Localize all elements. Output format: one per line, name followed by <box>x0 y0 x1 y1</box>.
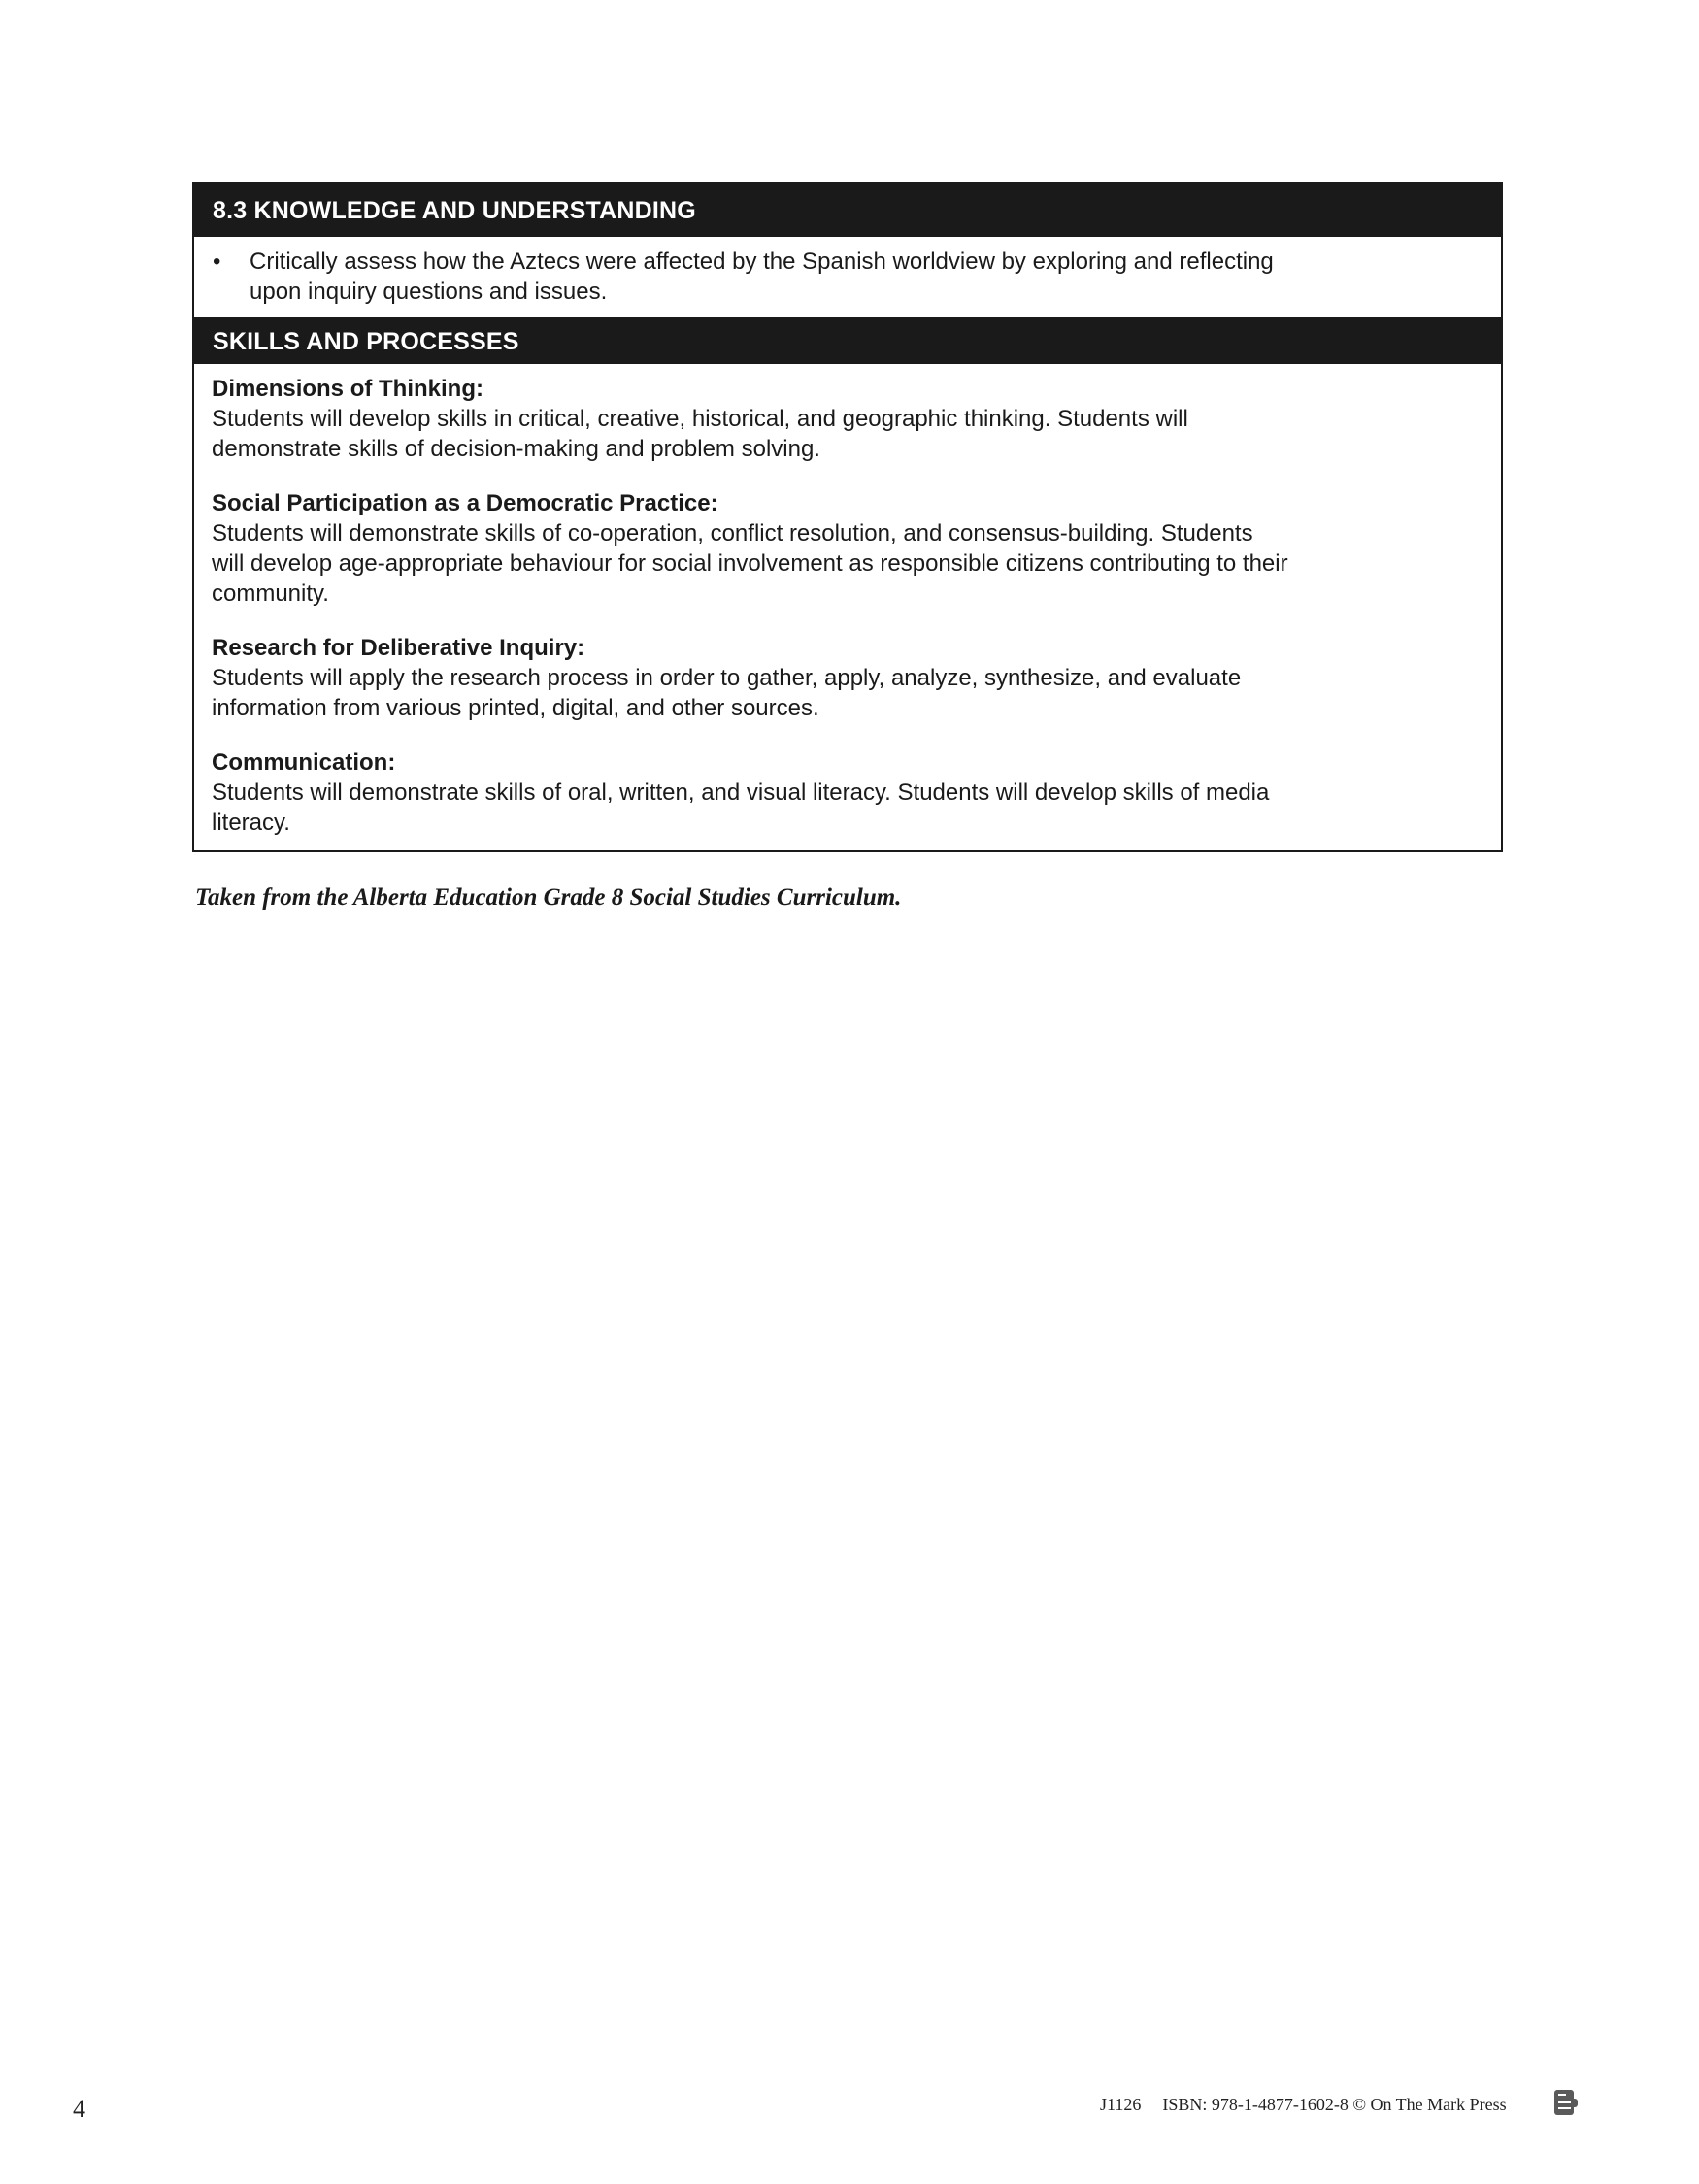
skills-header: SKILLS AND PROCESSES <box>194 317 1501 364</box>
curriculum-table <box>192 182 1503 852</box>
section-line: Students will demonstrate skills of oral, written, and visual literacy. Students will develop skills of media <box>212 779 1270 806</box>
section-line: Students will demonstrate skills of co-operation, conflict resolution, and consensus-building. Students <box>212 520 1253 546</box>
bullet-icon: • <box>213 248 221 275</box>
section-research <box>212 633 1501 723</box>
section-social-participation <box>212 488 1501 609</box>
product-code: J1126 <box>1100 2095 1142 2114</box>
section-line: information from various printed, digital, and other sources. <box>212 695 819 721</box>
publisher-logo-icon <box>1553 2089 1579 2116</box>
knowledge-header: 8.3 KNOWLEDGE AND UNDERSTANDING <box>194 183 1501 237</box>
page-number: 4 <box>73 2095 85 2123</box>
bullet-line: Critically assess how the Aztecs were affected by the Spanish worldview by exploring and reflecting <box>250 248 1274 275</box>
section-title: Dimensions of Thinking: <box>212 376 483 402</box>
section-line: will develop age-appropriate behaviour for social involvement as responsible citizens contributing to their <box>212 550 1288 577</box>
isbn-copyright: ISBN: 978-1-4877-1602-8 © On The Mark Press <box>1162 2095 1507 2114</box>
footer-credits <box>1100 2095 1507 2115</box>
section-line: literacy. <box>212 810 290 836</box>
section-line: community. <box>212 580 329 607</box>
knowledge-bullet-item <box>194 237 1501 317</box>
source-caption: Taken from the Alberta Education Grade 8 Social Studies Curriculum. <box>195 884 902 910</box>
section-dimensions-of-thinking <box>212 374 1501 464</box>
section-communication <box>212 747 1501 838</box>
bullet-text <box>250 247 1274 307</box>
section-line: Students will apply the research process in order to gather, apply, analyze, synthesize, and evaluate <box>212 665 1242 691</box>
section-line: Students will develop skills in critical, creative, historical, and geographic thinking. Students will <box>212 406 1188 432</box>
bullet-line: upon inquiry questions and issues. <box>250 279 608 305</box>
skills-body <box>194 364 1501 850</box>
section-title: Social Participation as a Democratic Practice: <box>212 490 718 516</box>
section-title: Research for Deliberative Inquiry: <box>212 635 585 661</box>
section-line: demonstrate skills of decision-making and problem solving. <box>212 436 820 462</box>
section-title: Communication: <box>212 749 396 776</box>
